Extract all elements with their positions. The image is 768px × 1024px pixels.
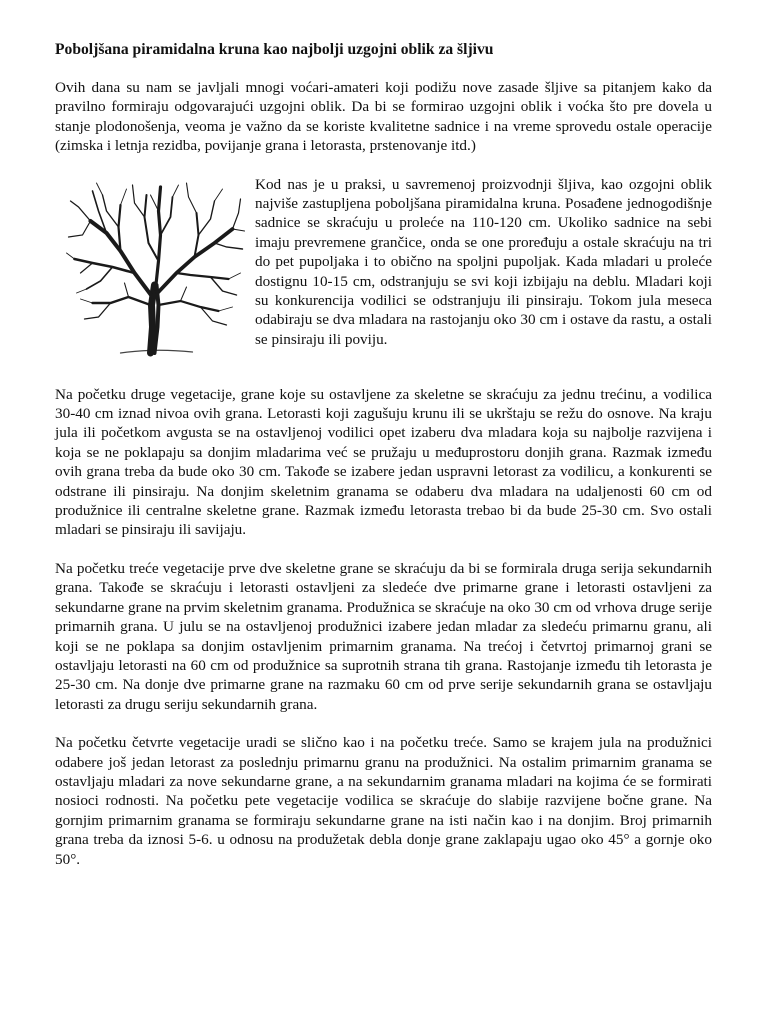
- bare-tree-illustration-icon: [55, 177, 255, 367]
- paragraph-third-vegetation: Na početku treće vegetacije prve dve skeletne grane se skraćuju da bi se formirala druga serija sekundarnih grana. Takođe se skraćuju i letorasti ostavljeni za sledeće dve primarne grane i letorasti ostavljeni za sekundarne grane na prvim skeletnim granama. Produžnica se skraćuje na oko 30 cm od vrhova druge serije primarnih grana. U julu se na ostavljenoj produžnici izabere jedan mladar za sledeću primarnu granu, ali koji se ne poklapa sa donjim ostavljenim primarnim granama. Na trećoj i četvrtoj primarnoj grani se ostavljaju letorasti na 60 cm od produžnice sa suprotnih strana tih grana. Rastojanje između tih letorasta je 25-30 cm. Na donje dve primarne grane na razmaku 60 cm od prve serije sekundarnih grana se ostavljaju letorasti za drugu seriju sekundarnih grana.: [55, 559, 712, 713]
- paragraph-fourth-vegetation: Na početku četvrte vegetacije uradi se slično kao i na početku treće. Samo se krajem jula na produžnici odabere još jedan letorast za poslednju primarnu granu na produžnici. Na ostalim primarnim granama se ostavljaju mladari za nove sekundarne grane, a na sekundarnim granama mladari na kojima će se formirati nosioci rodnosti. Na početku pete vegetacije vodilica se skraćuje do slabije razvijene bočne grane. Na gornjim primarnim granama se formiraju sekundarne grane na isti način kao i na donjim. Broj primarnih grana treba da iznosi 5-6. u odnosu na produžetak debla donje grane zaklapaju ugao oko 45° a gornje oko 50°.: [55, 734, 712, 868]
- figure-row: [55, 175, 712, 367]
- document-page: [55, 40, 712, 888]
- paragraph-pruning-first-year: Kod nas je u praksi, u savremenoj proizvodnji šljiva, kao ozgojni oblik najviše zastupljena poboljšana piramidalna kruna. Posađene jednogodišnje sadnice se skraćuju u proleće na 110-120 cm. Ukoliko sadnice na sebi imaju prevremene grančice, onda se one proređuju a ostale skraćuju na tri do pet pupoljaka i to obično na spoljni pupoljak. Kada mladari u proleće dostignu 10-15 cm, odstranjuju se svi koji izbijaju na deblu. Mladari koji su konkurencija vodilici se odstranjuju ili pinsiraju. Tokom jula meseca odabiraju se dva mladara na rastojanju oko 30 cm i ostave da rastu, a ostali se pinsiraju ili poviju.: [255, 175, 712, 348]
- article-title: Poboljšana piramidalna kruna kao najbolji uzgojni oblik za šljivu: [55, 41, 494, 58]
- paragraph-intro: Ovih dana su nam se javljali mnogi voćari-amateri koji podižu nove zasade šljive sa pitanjem kako da pravilno formiraju odgovarajući uzgojni oblik. Da bi se formirao uzgojni oblik i voćka što pre dovela u stanje plodonošenja, veoma je važno da se koriste kvalitetne sadnice i na vreme sprovedu ostale operacije (zimska i letnja rezidba, povijanje grana i letorasta, prstenovanje itd.): [55, 79, 712, 155]
- paragraph-second-vegetation: Na početku druge vegetacije, grane koje su ostavljene za skeletne se skraćuju za jednu trećinu, a vodilica 30-40 cm iznad nivoa ovih grana. Letorasti koji zagušuju krunu ili se ukrštaju se režu do osnove. Na kraju jula ili početkom avgusta se na ostavljenoj vodilici opet izaberu dva mladara koja su najbolje razvijena i koja se ne poklapaju sa donjim mladarima već se pružaju u međuprostoru donjih grana. Razmak između ovih grana treba da bude oko 30 cm. Takođe se izabere jedan uspravni letorast za vodilicu, a konkurenti se odstrane ili pinsiraju. Na donjim skeletnim granama se odaberu dva mladara na udaljenosti 60 cm od produžnice ili centralne skeletne grane. Razmak između letorasta trebao bi da bude 25-30 cm. Svo ostali mladari se pinsiraju ili savijaju.: [55, 385, 712, 539]
